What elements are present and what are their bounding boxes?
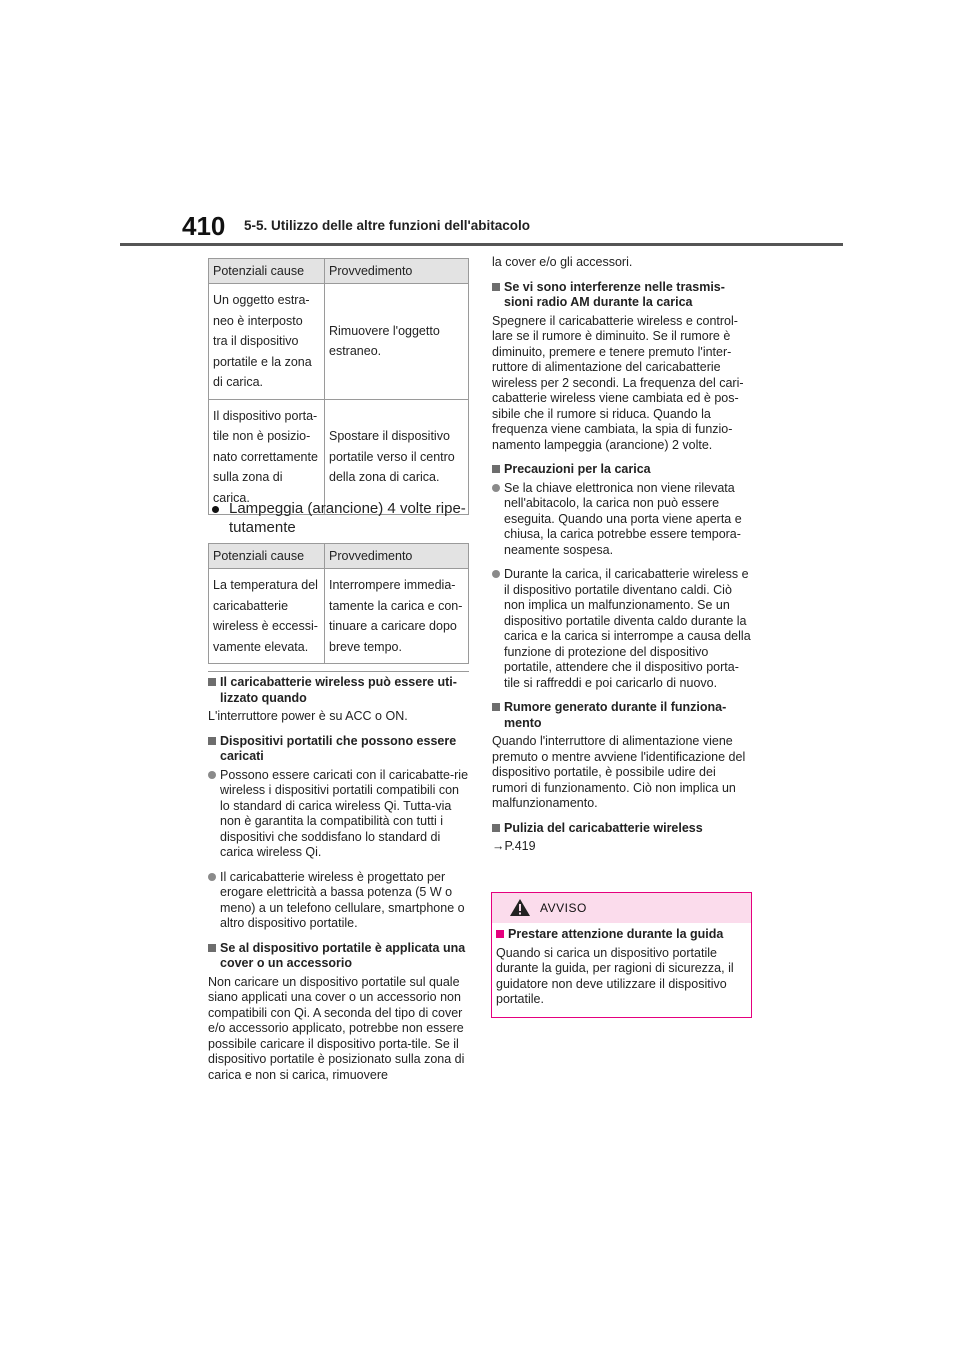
warning-header — [492, 893, 751, 923]
bullet-item — [492, 481, 752, 559]
heading-text: Pulizia del caricabatterie wireless — [504, 820, 703, 835]
column-header-remedy: Provvedimento — [325, 259, 469, 284]
bullet-text: Durante la carica, il caricabatterie wireless e il dispositivo portatile diventano caldi. Ciò non implica un malfunzionamento. Se un dispositivo portatile diventa caldo durante la carica e la carica si interrompe a causa della funzione di protezione del dispositivo portatile, attendere che il dispositivo porta-tile si raffreddi e poi caricarlo di nuovo. — [504, 567, 751, 690]
square-bullet-icon — [492, 824, 500, 832]
section-heading — [492, 821, 752, 837]
square-bullet-icon — [208, 678, 216, 686]
bullet-dot-icon — [212, 506, 219, 513]
bullet-text: Il caricabatterie wireless è progettato per erogare elettricità a bassa potenza (5 W o meno) a un telefono cellulare, smartphone o altro dispositivo portatile. — [220, 869, 465, 930]
heading-text: Prestare attenzione durante la guida — [508, 927, 724, 941]
table-cell-cause: Un oggetto estra-neo è interposto tra il dispositivo portatile e la zona di carica. — [209, 284, 325, 400]
heading-text: Rumore generato durante il funziona-mento — [504, 700, 727, 730]
square-bullet-icon — [208, 737, 216, 745]
paragraph: Non caricare un dispositivo portatile sul quale siano applicati una cover o un accessorio non compatibili con Qi. A seconda del tipo di cover e/o accessorio applicato, potrebbe non essere possibile caricare il dispositivo porta-tile. Se il dispositivo portatile è posizionato sulla zona di carica e non si carica, rimuovere — [208, 974, 465, 1082]
table-cell-cause: Il dispositivo porta-tile non è posizio-nato correttamente sulla zona di carica. — [209, 399, 325, 515]
circle-bullet-icon — [492, 570, 500, 578]
bullet-text: Possono essere caricati con il caricabatte-rie wireless i dispositivi portatili compatibili con lo standard di carica wireless Qi. Tutta-via non è garantita la compatibilità con tutti i dispositivi che soddisfano lo standard di carica wireless Qi. — [220, 767, 469, 859]
circle-bullet-icon — [492, 484, 500, 492]
section-title: 5-5. Utilizzo delle altre funzioni dell'abitacolo — [244, 218, 530, 233]
paragraph: Quando l'interruttore di alimentazione viene premuto o mentre avviene l'identificazione del dispositivo portatile, è possibile udire dei rumori di funzionamento. Ciò non implica un malfunzionamento. — [492, 734, 746, 810]
warning-body — [496, 927, 748, 1017]
table-row — [209, 569, 469, 664]
warning-title: AVVISO — [540, 901, 587, 915]
bullet-item — [208, 870, 470, 932]
table-header-row — [209, 259, 469, 284]
table-cell-remedy: Spostare il dispositivo portatile verso il centro della zona di carica. — [325, 399, 469, 515]
circle-bullet-icon — [208, 771, 216, 779]
section-heading — [208, 675, 470, 706]
table-cell-remedy: Interrompere immedia-tamente la carica e con-tinuare a caricare dopo breve tempo. — [325, 569, 469, 664]
header-rule — [120, 243, 843, 246]
column-header-causes: Potenziali cause — [209, 259, 325, 284]
page-reference-link[interactable]: →P.419 — [492, 839, 536, 853]
column-header-causes: Potenziali cause — [209, 544, 325, 569]
paragraph: Spegnere il caricabatterie wireless e control-lare se il rumore è diminuito. Se il rumore è diminuito, premere e tenere premuto l'inter-ruttore di alimentazione del caricabatterie wireless per 2 secondi. La frequenza del cari-cabatterie wireless viene cambiata ed è pos-sibile che il rumore si riduca. Quando la frequenza viene cambiata, la spia di funzio-namento lampeggia (arancione) 2 volte. — [492, 313, 744, 452]
paragraph: la cover e/o gli accessori. — [492, 255, 633, 269]
heading-text: Se al dispositivo portatile è applicata una cover o un accessorio — [220, 940, 466, 970]
section-heading — [208, 734, 470, 765]
warning-heading — [496, 927, 748, 943]
page-number: 410 — [182, 211, 226, 241]
table-row — [209, 399, 469, 515]
table-cell-remedy: Rimuovere l'oggetto estraneo. — [325, 284, 469, 400]
section-divider — [208, 671, 469, 672]
lamp-status-text: Lampeggia (arancione) 4 volte ripe-tutamente — [229, 500, 466, 536]
table-cell-cause: La temperatura del caricabatterie wireless è eccessi-vamente elevata. — [209, 569, 325, 664]
column-header-remedy: Provvedimento — [325, 544, 469, 569]
table-row — [209, 284, 469, 400]
table-header-row — [209, 544, 469, 569]
left-column — [208, 675, 470, 1092]
paragraph: L'interruttore power è su ACC o ON. — [208, 709, 408, 723]
heading-text: Se vi sono interferenze nelle trasmis-sioni radio AM durante la carica — [504, 279, 725, 309]
section-heading — [492, 700, 752, 731]
warning-text: Quando si carica un dispositivo portatile durante la guida, per ragioni di sicurezza, il guidatore non deve utilizzare il dispositivo portatile. — [496, 945, 734, 1006]
square-bullet-icon — [208, 944, 216, 952]
square-bullet-icon — [492, 283, 500, 291]
causes-table-1 — [208, 258, 469, 515]
heading-text: Precauzioni per la carica — [504, 462, 651, 476]
square-bullet-icon — [492, 465, 500, 473]
bullet-text: Se la chiave elettronica non viene rilevata nell'abitacolo, la carica non può essere eseguita. Quando una porta viene aperta e chiusa, la carica potrebbe essere tempora-neamente sospesa. — [504, 480, 742, 557]
lamp-status-bullet — [212, 499, 474, 537]
section-heading — [492, 462, 752, 478]
causes-table-2 — [208, 543, 469, 664]
heading-text: Il caricabatterie wireless può essere uti-lizzato quando — [220, 675, 457, 705]
right-column — [492, 255, 752, 864]
square-bullet-icon — [496, 930, 504, 938]
square-bullet-icon — [492, 703, 500, 711]
warning-box — [491, 892, 752, 1018]
heading-text: Dispositivi portatili che possono essere caricati — [220, 733, 457, 763]
section-heading — [492, 280, 752, 311]
section-heading — [208, 941, 470, 972]
bullet-item — [492, 567, 752, 691]
circle-bullet-icon — [208, 873, 216, 881]
bullet-item — [208, 768, 470, 861]
warning-triangle-icon — [509, 898, 531, 917]
